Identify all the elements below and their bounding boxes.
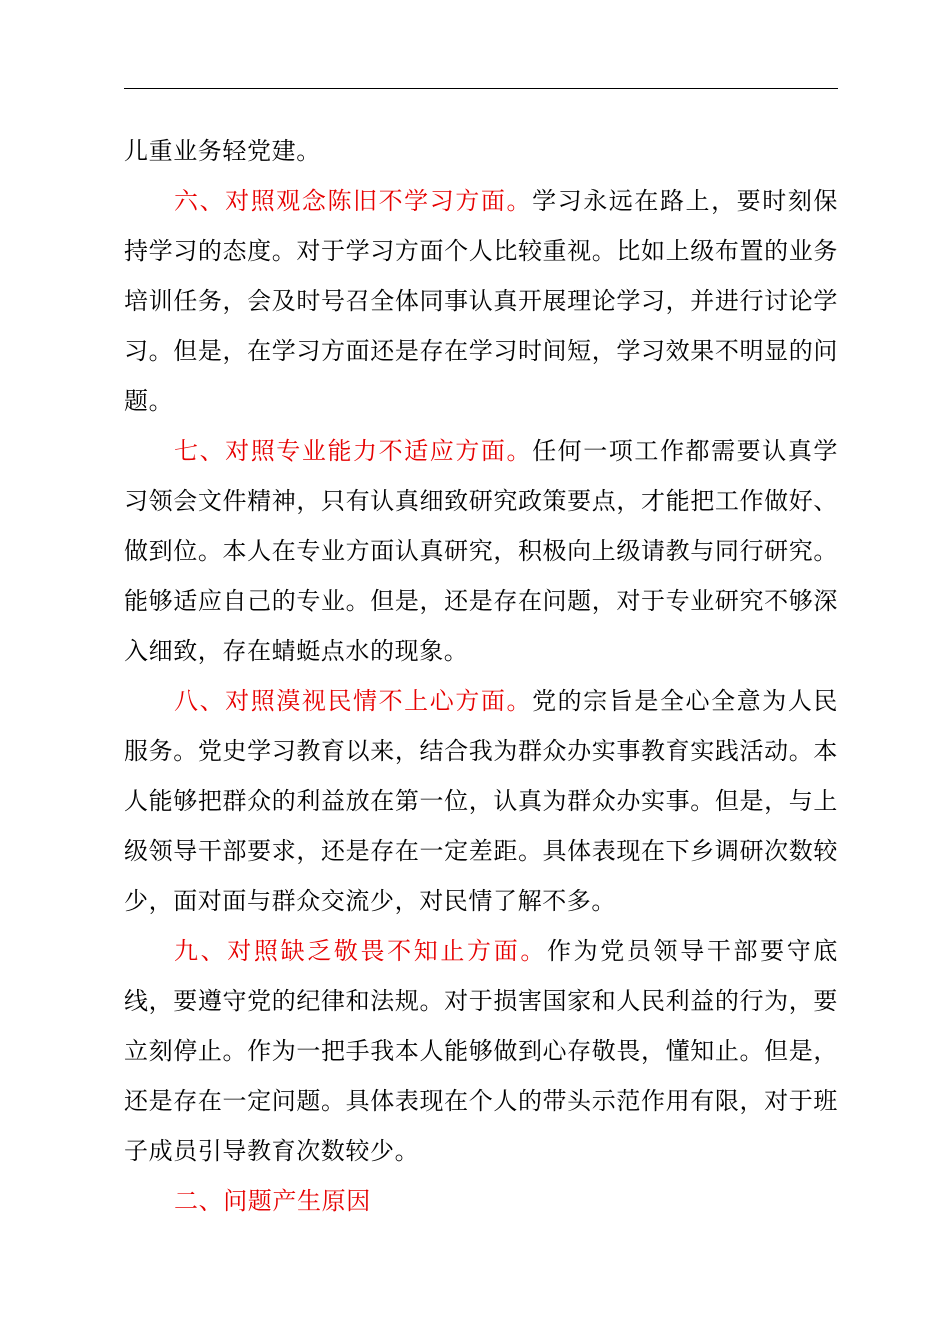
section-eight-body: 党的宗旨是全心全意为人民服务。党史学习教育以来，结合我为群众办实事教育实践活动。本人能够把群众的利益放在第一位，认真为群众办实事。但是，与上级领导干部要求，还是存在一定差距。具体表现在下乡调研次数较少，面对面与群众交流少，对民情了解不多。 <box>124 687 838 915</box>
section-nine-heading: 九、对照缺乏敬畏不知止方面。 <box>174 937 547 965</box>
section-nine-paragraph <box>124 926 838 1176</box>
section-seven-body: 任何一项工作都需要认真学习领会文件精神，只有认真细致研究政策要点，才能把工作做好、做到位。本人在专业方面认真研究，积极向上级请教与同行研究。能够适应自己的专业。但是，还是存在问题，对于专业研究不够深入细致，存在蜻蜓点水的现象。 <box>124 437 838 665</box>
problem-causes-heading: 二、问题产生原因 <box>174 1187 371 1215</box>
document-body <box>124 126 838 1226</box>
section-eight-paragraph <box>124 676 838 926</box>
section-eight-heading: 八、对照漠视民情不上心方面。 <box>174 687 533 715</box>
section-six-heading: 六、对照观念陈旧不学习方面。 <box>174 187 533 215</box>
section-six-paragraph <box>124 176 838 426</box>
header-rule <box>124 88 838 89</box>
continuation-paragraph: 儿重业务轻党建。 <box>124 137 321 165</box>
section-seven-paragraph <box>124 426 838 676</box>
section-seven-heading: 七、对照专业能力不适应方面。 <box>174 437 533 465</box>
section-nine-body: 作为党员领导干部要守底线，要遵守党的纪律和法规。对于损害国家和人民利益的行为，要立刻停止。作为一把手我本人能够做到心存敬畏，懂知止。但是，还是存在一定问题。具体表现在个人的带头示范作用有限，对于班子成员引导教育次数较少。 <box>124 937 838 1165</box>
section-six-body: 学习永远在路上，要时刻保持学习的态度。对于学习方面个人比较重视。比如上级布置的业务培训任务，会及时号召全体同事认真开展理论学习，并进行讨论学习。但是，在学习方面还是存在学习时间短，学习效果不明显的问题。 <box>124 187 838 415</box>
